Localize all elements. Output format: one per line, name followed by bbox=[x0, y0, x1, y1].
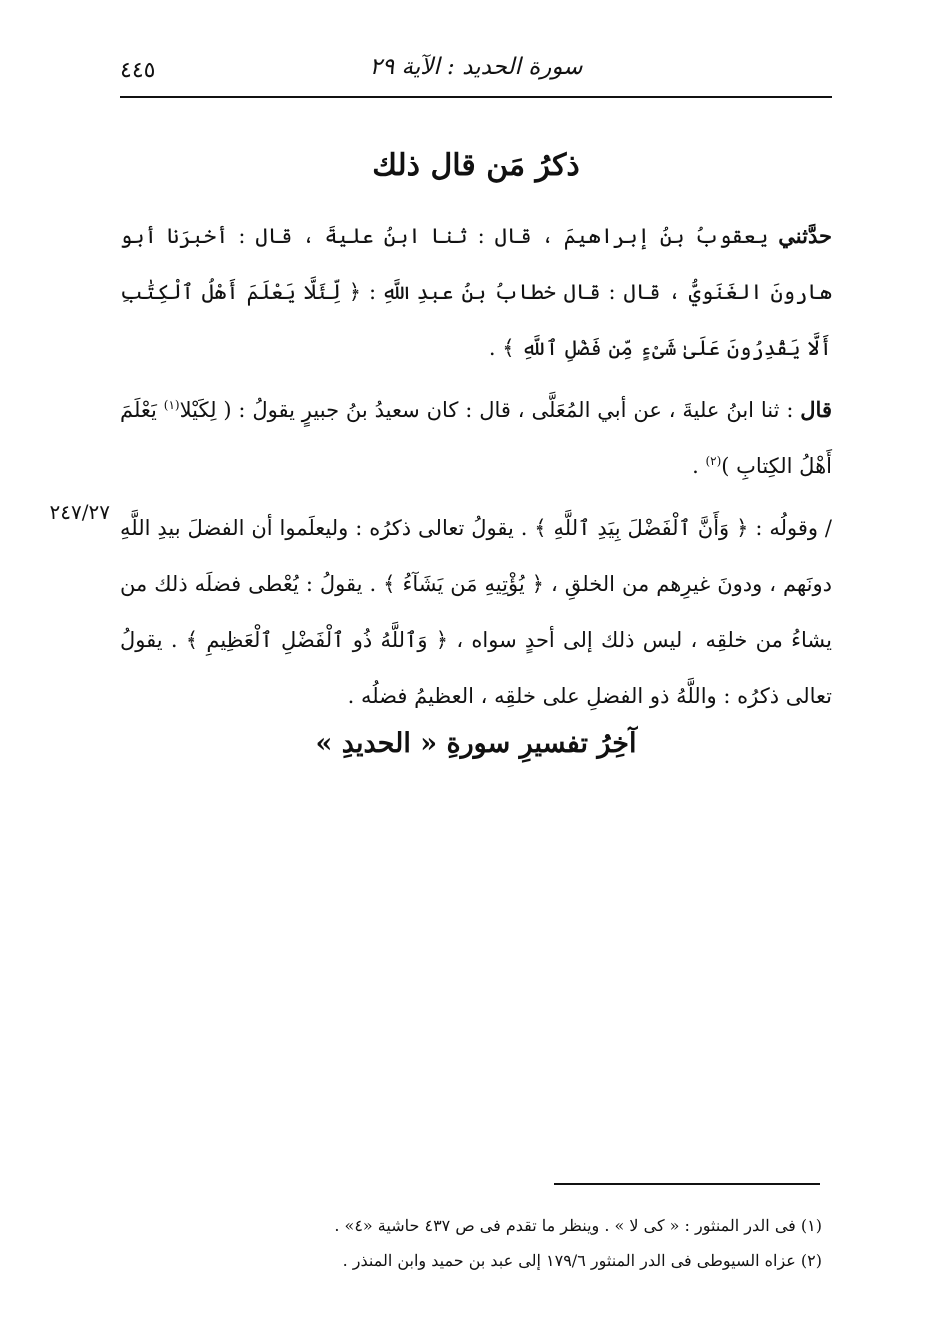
paragraph-text: يَعْلَمَ أَهْلُ الكِتابِ ) bbox=[120, 398, 832, 478]
paragraph-lead: قال bbox=[800, 397, 832, 422]
footnote-marker-1: (١) bbox=[163, 398, 180, 412]
paragraph-text: يعقوبُ بنُ إبراهيمَ ، قال : ثنا ابنُ عليةَ ، قال : أخبرَنا أبو هارونَ الغَنَويُّ ، قال : قال خطابُ بنُ عبدِ اللَّهِ : bbox=[120, 224, 832, 304]
footnote-marker-2: (٢) bbox=[705, 454, 722, 468]
running-head bbox=[120, 54, 832, 96]
quran-verse: ﴿ لِّئَلَّا يَعْلَمَ أَهْلُ ٱلْكِتَٰبِ أَلَّا يَقْدِرُونَ عَلَىٰ شَىْءٍ مِّن فَضْلِ ٱللَّهِ ﴾ bbox=[120, 280, 832, 360]
paragraph-text: : ثنا ابنُ عليةَ ، عن أبي المُعَلَّى ، قال : كان سعيدُ بنُ جبيرٍ يقولُ : ( لِكَيْلا bbox=[179, 398, 801, 422]
margin-reference: ٢٤٧/٢٧ bbox=[49, 500, 110, 524]
quran-verse: ﴿ وَٱللَّهُ ذُو ٱلْفَضْلِ ٱلْعَظِيمِ ﴾ bbox=[185, 628, 449, 652]
footnote-rule bbox=[554, 1183, 820, 1185]
paragraph-text: . يقولُ تعالى ذكرُه : واللَّهُ ذو الفضلِ على خلقِه ، العظيمُ فضلُه . bbox=[120, 628, 832, 708]
footnote-2: (٢) عزاه السيوطى فى الدر المنثور ١٧٩/٦ إلى عبد بن حميد وابن المنذر . bbox=[342, 1251, 822, 1270]
paragraph-text: . يقولُ تعالى ذكرُه : وليعلَموا أن الفضلَ بيدِ اللَّهِ دونَهم ، ودونَ غيرِهم من الخلقِ ، bbox=[120, 516, 833, 596]
section-heading: ذكرُ مَن قال ذلك bbox=[372, 148, 580, 183]
paragraph-text: . bbox=[692, 454, 706, 478]
footnote-1: (١) فى الدر المنثور : « كى لا » . وينظر ما تقدم فى ص ٤٣٧ حاشية «٤» . bbox=[334, 1216, 822, 1235]
quran-verse: ﴿ يُؤْتِيهِ مَن يَشَآءُ ﴾ bbox=[383, 572, 544, 596]
page-number: ٤٤٥ bbox=[120, 58, 156, 83]
surah-end-heading: آخِرُ تفسيرِ سورةِ « الحديدِ » bbox=[315, 728, 637, 759]
body-text bbox=[120, 208, 832, 730]
quran-verse: ﴿ وَأَنَّ ٱلْفَضْلَ بِيَدِ ٱللَّهِ ﴾ bbox=[534, 516, 749, 540]
paragraph-text: . bbox=[488, 336, 503, 360]
footnotes bbox=[120, 1208, 822, 1278]
paragraph-2 bbox=[120, 382, 832, 494]
paragraph-1 bbox=[120, 208, 832, 376]
header-rule bbox=[120, 96, 832, 98]
paragraph-lead: حدَّثني bbox=[778, 223, 832, 248]
paragraph-text: / وقولُه : bbox=[748, 516, 832, 540]
paragraph-3 bbox=[120, 500, 832, 724]
paragraph-text: . يقولُ : يُعْطى فضلَه ذلك من يشاءُ من خلقِه ، ليس ذلك إلى أحدٍ سواه ، bbox=[120, 572, 832, 652]
header-title: سورة الحديد : الآية ٢٩ bbox=[369, 54, 583, 80]
